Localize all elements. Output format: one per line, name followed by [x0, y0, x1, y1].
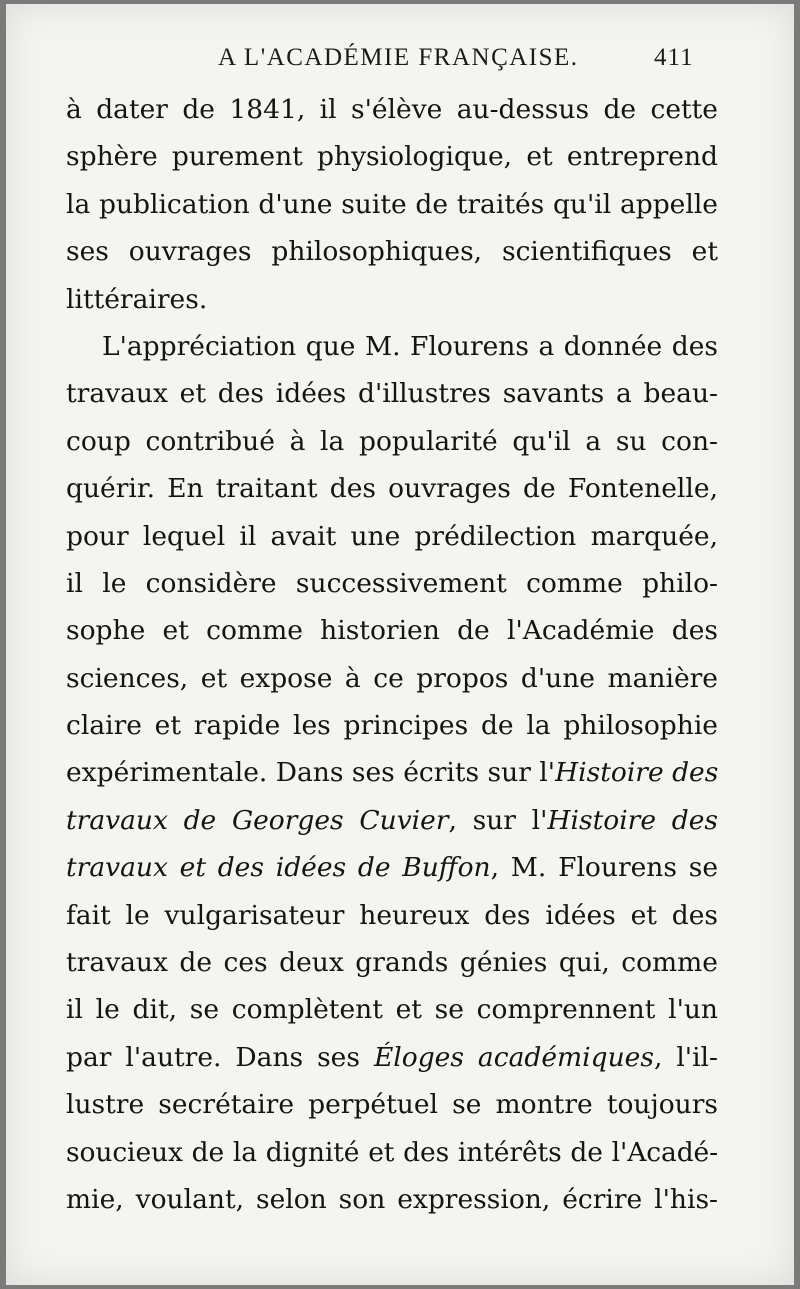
text-line: il le dit, se complètent et se comprennent l'un — [66, 994, 718, 1026]
text-line: par l'autre. Dans ses Éloges académiques, l'il- — [66, 1041, 718, 1073]
text-line: travaux de ces deux grands génies qui, comme — [66, 947, 718, 979]
paragraph-first-line: L'appréciation que M. Flourens a donnée des — [102, 330, 718, 362]
text-line: sciences, et expose à ce propos d'une manière — [66, 662, 718, 694]
text-line: expérimentale. Dans ses écrits sur l'Histoire des — [66, 757, 719, 789]
text-line: lustre secrétaire perpétuel se montre toujours — [66, 1089, 718, 1121]
running-title: A L'ACADÉMIE FRANÇAISE. — [218, 44, 579, 71]
text-line: il le considère successivement comme philo- — [66, 567, 718, 599]
italic-title: Histoire des — [555, 757, 719, 789]
text-line: coup contribué à la popularité qu'il a su con- — [66, 425, 718, 457]
text-line: claire et rapide les principes de la philosophie — [66, 710, 718, 742]
text-line: mie, voulant, selon son expression, écrire l'his- — [66, 1183, 718, 1215]
text-line: la publication d'une suite de traités qu'il appelle — [66, 188, 718, 220]
text-line: à dater de 1841, il s'élève au-dessus de cette — [66, 94, 718, 125]
body-text — [66, 86, 718, 1223]
text-line: fait le vulgarisateur heureux des idées et des — [66, 899, 718, 931]
page-header — [6, 44, 794, 84]
text-line: travaux et des idées d'illustres savants a beau- — [66, 378, 718, 410]
italic-title: travaux et des idées de Buffon — [66, 852, 491, 884]
text-line: sophe et comme historien de l'Académie des — [66, 615, 718, 647]
text-line: quérir. En traitant des ouvrages de Fontenelle, — [66, 473, 718, 505]
page-number: 411 — [654, 44, 694, 71]
text-line: sphère purement physiologique, et entreprend — [66, 141, 718, 173]
text-line: soucieux de la dignité et des intérêts de l'Acadé- — [66, 1136, 718, 1168]
italic-title: Éloges académiques — [373, 1041, 654, 1073]
text-line: ses ouvrages philosophiques, scientifiques et — [66, 236, 718, 268]
text-line: littéraires. — [66, 283, 208, 315]
text-line: travaux et des idées de Buffon, M. Flourens se — [66, 852, 718, 884]
italic-title: travaux de Georges Cuvier — [66, 804, 449, 836]
text-line: travaux de Georges Cuvier, sur l'Histoire des — [66, 804, 718, 836]
italic-title: Histoire des — [547, 804, 718, 836]
text-line: pour lequel il avait une prédilection marquée, — [66, 520, 718, 552]
book-page — [6, 4, 794, 1285]
